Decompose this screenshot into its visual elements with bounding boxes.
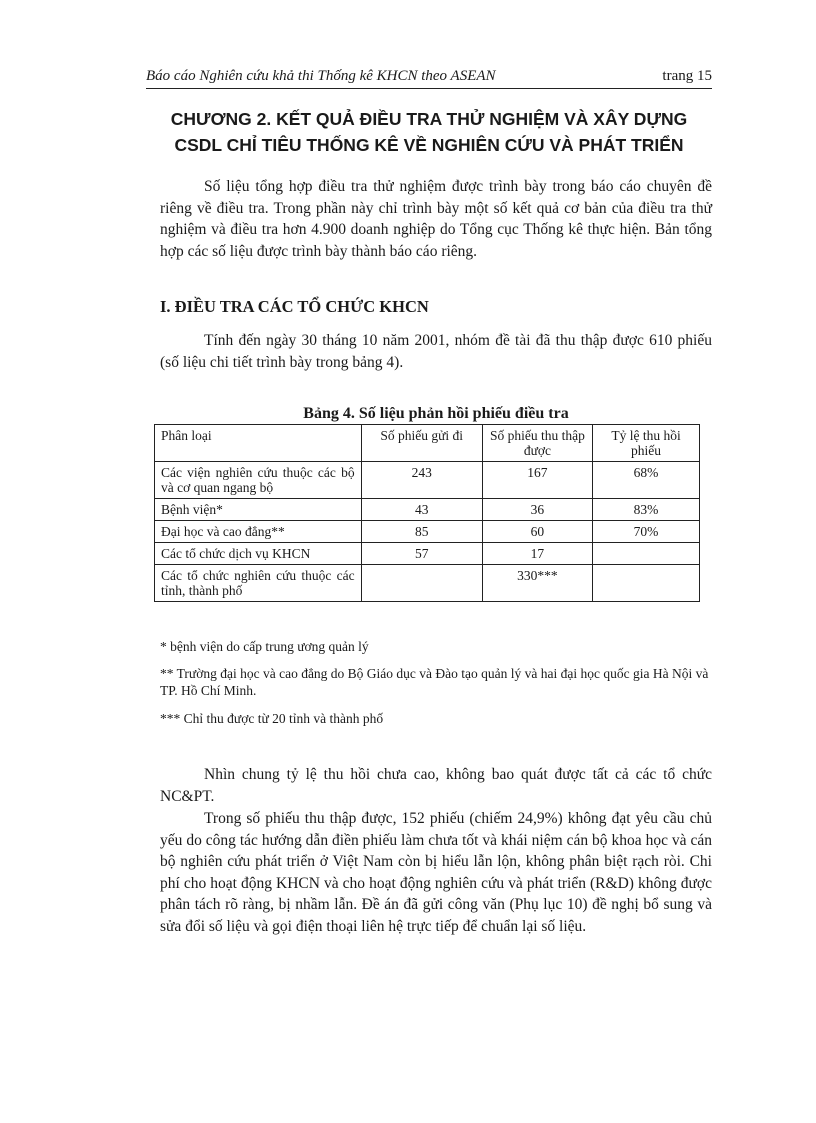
- table-cell: Các viện nghiên cứu thuộc các bộ và cơ quan ngang bộ: [155, 462, 362, 499]
- table-cell: Bệnh viện*: [155, 499, 362, 521]
- body-paragraph-2: Trong số phiếu thu thập được, 152 phiếu (chiếm 24,9%) không đạt yêu cầu chủ yếu do công tác hướng dẫn điền phiếu làm chưa tốt và khái niệm cán bộ khoa học và cán bộ nghiên cứu phát triển ở Việt Nam còn bị hiểu lẫn lộn, không phân biệt rạch ròi. Chi phí cho hoạt động KHCN và cho hoạt động nghiên cứu và phát triển (R&D) không được phân tách rõ ràng, bị nhầm lẫn. Đề án đã gửi công văn (Phụ lục 10) đề nghị bổ sung và sửa đổi số liệu và gọi điện thoại liên hệ trực tiếp để chuẩn lại số liệu.: [160, 810, 712, 935]
- chapter-title-line-1: CHƯƠNG 2. KẾT QUẢ ĐIỀU TRA THỬ NGHIỆM VÀ XÂY DỰNG: [170, 109, 688, 129]
- table-cell: 17: [482, 543, 592, 565]
- body-paragraph-1: Nhìn chung tỷ lệ thu hồi chưa cao, không bao quát được tất cả các tổ chức NC&PT.: [160, 766, 712, 805]
- table-row: [155, 462, 700, 499]
- footnote-1: * bệnh viện do cấp trung ương quản lý: [160, 639, 369, 654]
- table-caption: Bảng 4. Số liệu phản hồi phiếu điều tra: [303, 405, 569, 422]
- page-header: [146, 66, 712, 89]
- intro-paragraph: Số liệu tổng hợp điều tra thử nghiệm được trình bày trong báo cáo chuyên đề riêng về điều tra. Trong phần này chỉ trình bày một số kết quả cơ bản của điều tra thử nghiệm và điều tra hơn 4.900 doanh nghiệp do Tổng cục Thống kê thực hiện. Bản tổng hợp các số liệu được trình bày thành báo cáo riêng.: [160, 178, 712, 260]
- table-cell: [593, 565, 700, 602]
- table-cell: 243: [361, 462, 482, 499]
- header-cell: Số phiếu gửi đi: [361, 425, 482, 462]
- header-title: Báo cáo Nghiên cứu khả thi Thống kê KHCN theo ASEAN: [146, 68, 496, 84]
- page-number: trang 15: [662, 68, 712, 84]
- table-cell: 57: [361, 543, 482, 565]
- table-cell: [593, 543, 700, 565]
- footnote-3: *** Chỉ thu được từ 20 tỉnh và thành phố: [160, 711, 384, 726]
- table-cell: Đại học và cao đẳng**: [155, 521, 362, 543]
- table-cell: 167: [482, 462, 592, 499]
- table-cell: 85: [361, 521, 482, 543]
- response-table: [154, 424, 700, 602]
- table-cell: 83%: [593, 499, 700, 521]
- table-row: [155, 499, 700, 521]
- footnote-2: ** Trường đại học và cao đẳng do Bộ Giáo dục và Đào tạo quản lý và hai đại học quốc gia Hà Nội và TP. Hồ Chí Minh.: [160, 666, 709, 698]
- table-cell: 70%: [593, 521, 700, 543]
- table-cell: 36: [482, 499, 592, 521]
- section-heading: I. ĐIỀU TRA CÁC TỔ CHỨC KHCN: [160, 297, 429, 316]
- table-row: [155, 543, 700, 565]
- header-cell: Tỷ lệ thu hồi phiếu: [593, 425, 700, 462]
- header-cell: Số phiếu thu thập được: [482, 425, 592, 462]
- header-cell: Phân loại: [155, 425, 362, 462]
- table-cell: [361, 565, 482, 602]
- chapter-title: [146, 106, 712, 158]
- chapter-title-line-2: CSDL CHỈ TIÊU THỐNG KÊ VỀ NGHIÊN CỨU VÀ PHÁT TRIỂN: [174, 135, 684, 155]
- table-cell: Các tổ chức nghiên cứu thuộc các tỉnh, thành phố: [155, 565, 362, 602]
- table-cell: 68%: [593, 462, 700, 499]
- table-cell: 330***: [482, 565, 592, 602]
- table-header-row: [155, 425, 700, 462]
- table-cell: 60: [482, 521, 592, 543]
- table-row: [155, 521, 700, 543]
- table-row: [155, 565, 700, 602]
- table-cell: 43: [361, 499, 482, 521]
- table-cell: Các tổ chức dịch vụ KHCN: [155, 543, 362, 565]
- section-paragraph: Tính đến ngày 30 tháng 10 năm 2001, nhóm đề tài đã thu thập được 610 phiếu (số liệu chi tiết trình bày trong bảng 4).: [160, 332, 712, 371]
